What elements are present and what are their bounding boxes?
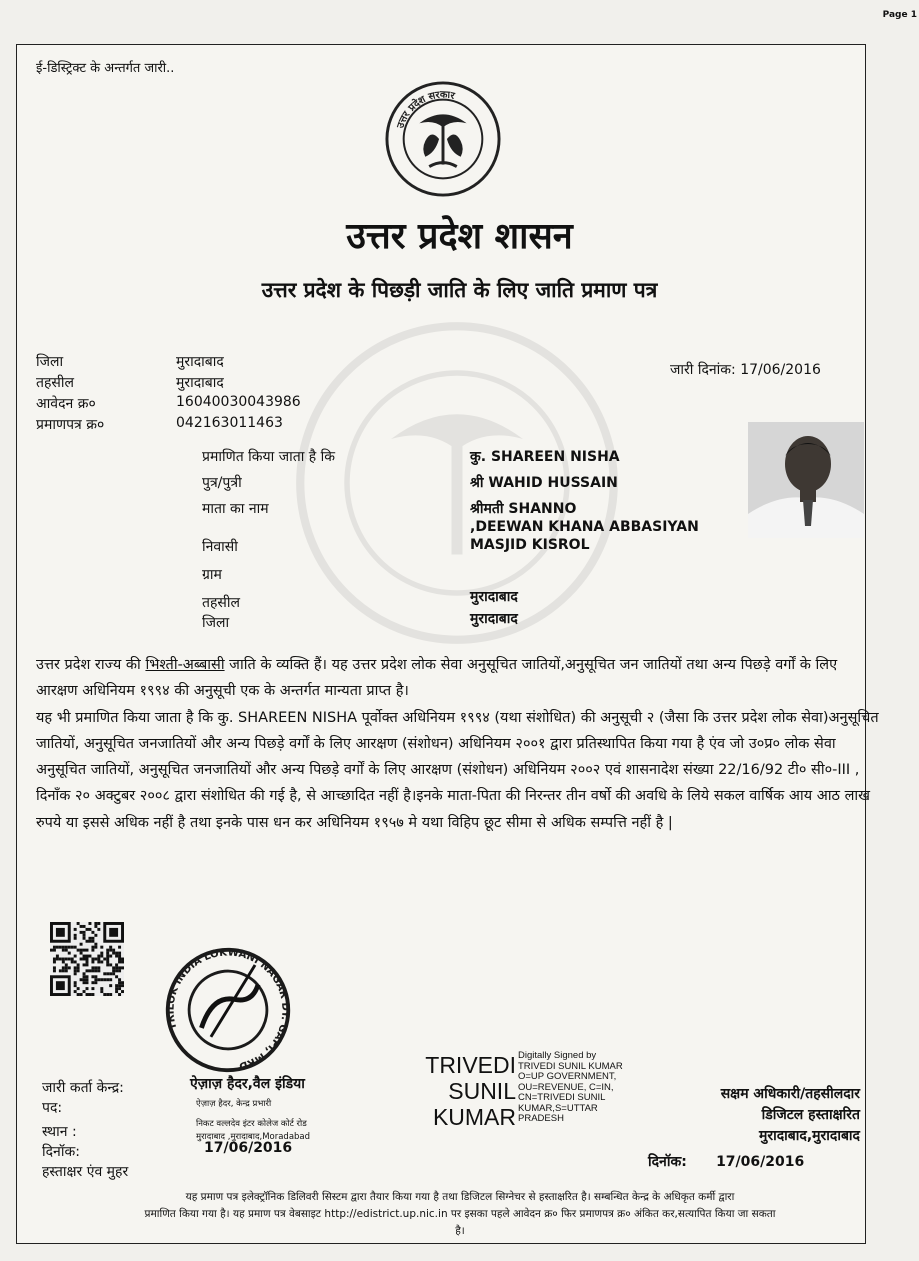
detail-label: तहसील [202,595,240,611]
issuing-center-name: ऐज़ाज़ हैदर,वैल इंडिया [190,1076,305,1092]
government-title: उत्तर प्रदेश शासन [346,216,573,257]
meta-label: प्रमाणपत्र क्र० [36,417,105,433]
detail-row-resident [202,537,590,556]
meta-value: मुरादाबाद [176,375,224,391]
detail-row-address-1 [202,519,699,535]
date-label: दिनॉक: [42,1144,80,1160]
place-label: स्थान : [42,1124,77,1140]
digital-signature-details: Digitally Signed by TRIVEDI SUNIL KUMAR O=UP GOVERNMENT, OU=REVENUE, C=IN, CN=TRIVEDI SUNIL KUMAR,S=UTTAR PRADESH [518,1050,623,1124]
detail-row-mother [202,499,576,518]
qr-code [50,922,124,996]
meta-row-application-no [36,394,301,415]
center-stamp [160,942,296,1078]
meta-label: आवेदन क्र० [36,396,96,412]
detail-label: माता का नाम [202,501,269,517]
detail-label: प्रमाणित किया जाता है कि [202,449,336,465]
signer-name: TRIVEDI SUNIL KUMAR [425,1052,516,1130]
detail-row-child-of [202,473,618,492]
caste-name: भिश्ती-अब्बासी [145,657,225,673]
meta-label: जिला [36,354,64,370]
post-value: ऐज़ाज़ हैदर, केन्द्र प्रभारी [196,1099,272,1109]
detail-value: MASJID KISROL [470,537,590,553]
up-government-emblem-icon [384,80,502,198]
meta-label: तहसील [36,375,74,391]
authority-signed: डिजिटल हस्ताक्षरित [761,1107,860,1123]
place-line-1: निकट वल्लदेव इंटर कोलेज कोर्ट रोड [196,1119,307,1129]
authority-place: मुरादाबाद,मुरादाबाद [759,1128,860,1144]
detail-value: श्री WAHID HUSSAIN [470,475,618,491]
detail-label: पुत्र/पुत्री [202,475,242,491]
detail-value: मुरादाबाद [470,589,518,605]
paragraph-2: यह भी प्रमाणित किया जाता है कि कु. SHAREEN NISHA पूर्वोक्त अधिनियम १९९४ (यथा संशोधित) की अनुसूची २ (जैसा कि उत्तर प्रदेश लोक सेवा)अनुसूचित जातियों, अनुसूचित जनजातियों और अन्य पिछड़े वर्गों के लिए आरक्षण (संशोधन) अधिनियम २००१ द्वारा प्रतिस्थापित किया गया है एंव जो उ०प्र० लोक सेवा अनुसूचित जातियों, अनुसूचित जनजातियों और अन्य पिछड़े वर्गों के लिए आरक्षण (संशोधन) अधिनियम २००२ एवं शासनादेश संख्या 22/16/92 टी० सी०-III , दिनाँक २० अक्टुबर २००८ द्वारा संशोधित की गई है, से आच्छादित नहीं है।इनके माता-पिता की निरन्तर तीन वर्षो की अवधि के लिये सकल वार्षिक आय आठ लाख रुपये या इससे अधिक नहीं है तथा इनके पास धन कर अधिनियम १९५७ मे यथा विहिप छूट सीमा से अधिक सम्पत्ति नहीं है | [36,709,879,831]
svg-text:उत्तर प्रदेश सरकार [395,89,457,130]
meta-value: 042163011463 [176,415,283,431]
page-tag: Page 1 [882,10,917,20]
footer-note: यह प्रमाण पत्र इलेक्ट्रॉनिक डिलिवरी सिस्टम द्वारा तैयार किया गया है तथा डिजिटल सिग्नेचर से हस्ताक्षरित है। सम्बन्धित केन्द्र के अधिकृत कर्मी द्वारा प्रमाणित किया गया है। यह प्रमाण पत्र वेबसाइट http://edistrict.up.nic.in पर इसका पहले आवेदन क्र० फिर प्रमाणपत्र क्र० अंकित कर,सत्यापित किया जा सकता है। [144,1191,776,1237]
meta-value: 16040030043986 [176,394,301,410]
certificate-subtitle: उत्तर प्रदेश के पिछड़ी जाति के लिए जाति प्रमाण पत्र [261,278,658,302]
applicant-photo [748,422,864,538]
detail-label: जिला [202,615,230,631]
issuing-center-label: जारी कर्ता केन्द्र: [42,1080,124,1096]
place-line-2: मुरादाबाद ,मुरादाबाद,Moradabad [196,1132,311,1142]
emblem-text: उत्तर प्रदेश सरकार [395,89,456,130]
post-label: पद: [42,1100,63,1116]
meta-row-certificate-no [36,415,301,436]
signature-label: हस्ताक्षर एंव मुहर [42,1164,129,1180]
detail-value: ,DEEWAN KHANA ABBASIYAN [470,519,699,535]
certificate-body [36,652,880,836]
authority-date: दिनॉक: 17/06/2016 [648,1154,805,1170]
authority-block [640,1084,860,1147]
issued-date: जारी दिनांक: 17/06/2016 [670,362,821,378]
meta-block [36,352,301,436]
detail-label: निवासी [202,539,238,555]
detail-row-district [202,609,518,632]
detail-value: कु. SHAREEN NISHA [470,449,620,465]
detail-value: श्रीमती SHANNO [470,501,577,517]
meta-row-tehsil [36,373,301,394]
stamp-text: TRILOK INDIA LOKWANI NAGAR DY. GAPI, MRD [165,947,291,1072]
issuer-date: 17/06/2016 [204,1140,293,1156]
meta-row-district [36,352,301,373]
detail-row-certified [202,447,620,466]
authority-title: सक्षम अधिकारी/तहसीलदार [720,1086,860,1102]
detail-label: ग्राम [202,567,222,583]
paragraph-1: उत्तर प्रदेश राज्य की भिश्ती-अब्बासी जाति के व्यक्ति हैं। यह उत्तर प्रदेश लोक सेवा अनुसूचित जातियों,अनुसूचित जन जातियों तथा अन्य पिछड़े वर्गों के लिए आरक्षण अधिनियम १९९४ की अनुसूची एक के अन्तर्गत मान्यता प्राप्त है। [36,657,838,700]
detail-row-village [202,565,470,584]
detail-value: मुरादाबाद [470,611,518,627]
edistrict-note: ई-डिस्ट्रिक्ट के अन्तर्गत जारी.. [36,61,175,76]
meta-value: मुरादाबाद [176,354,224,370]
